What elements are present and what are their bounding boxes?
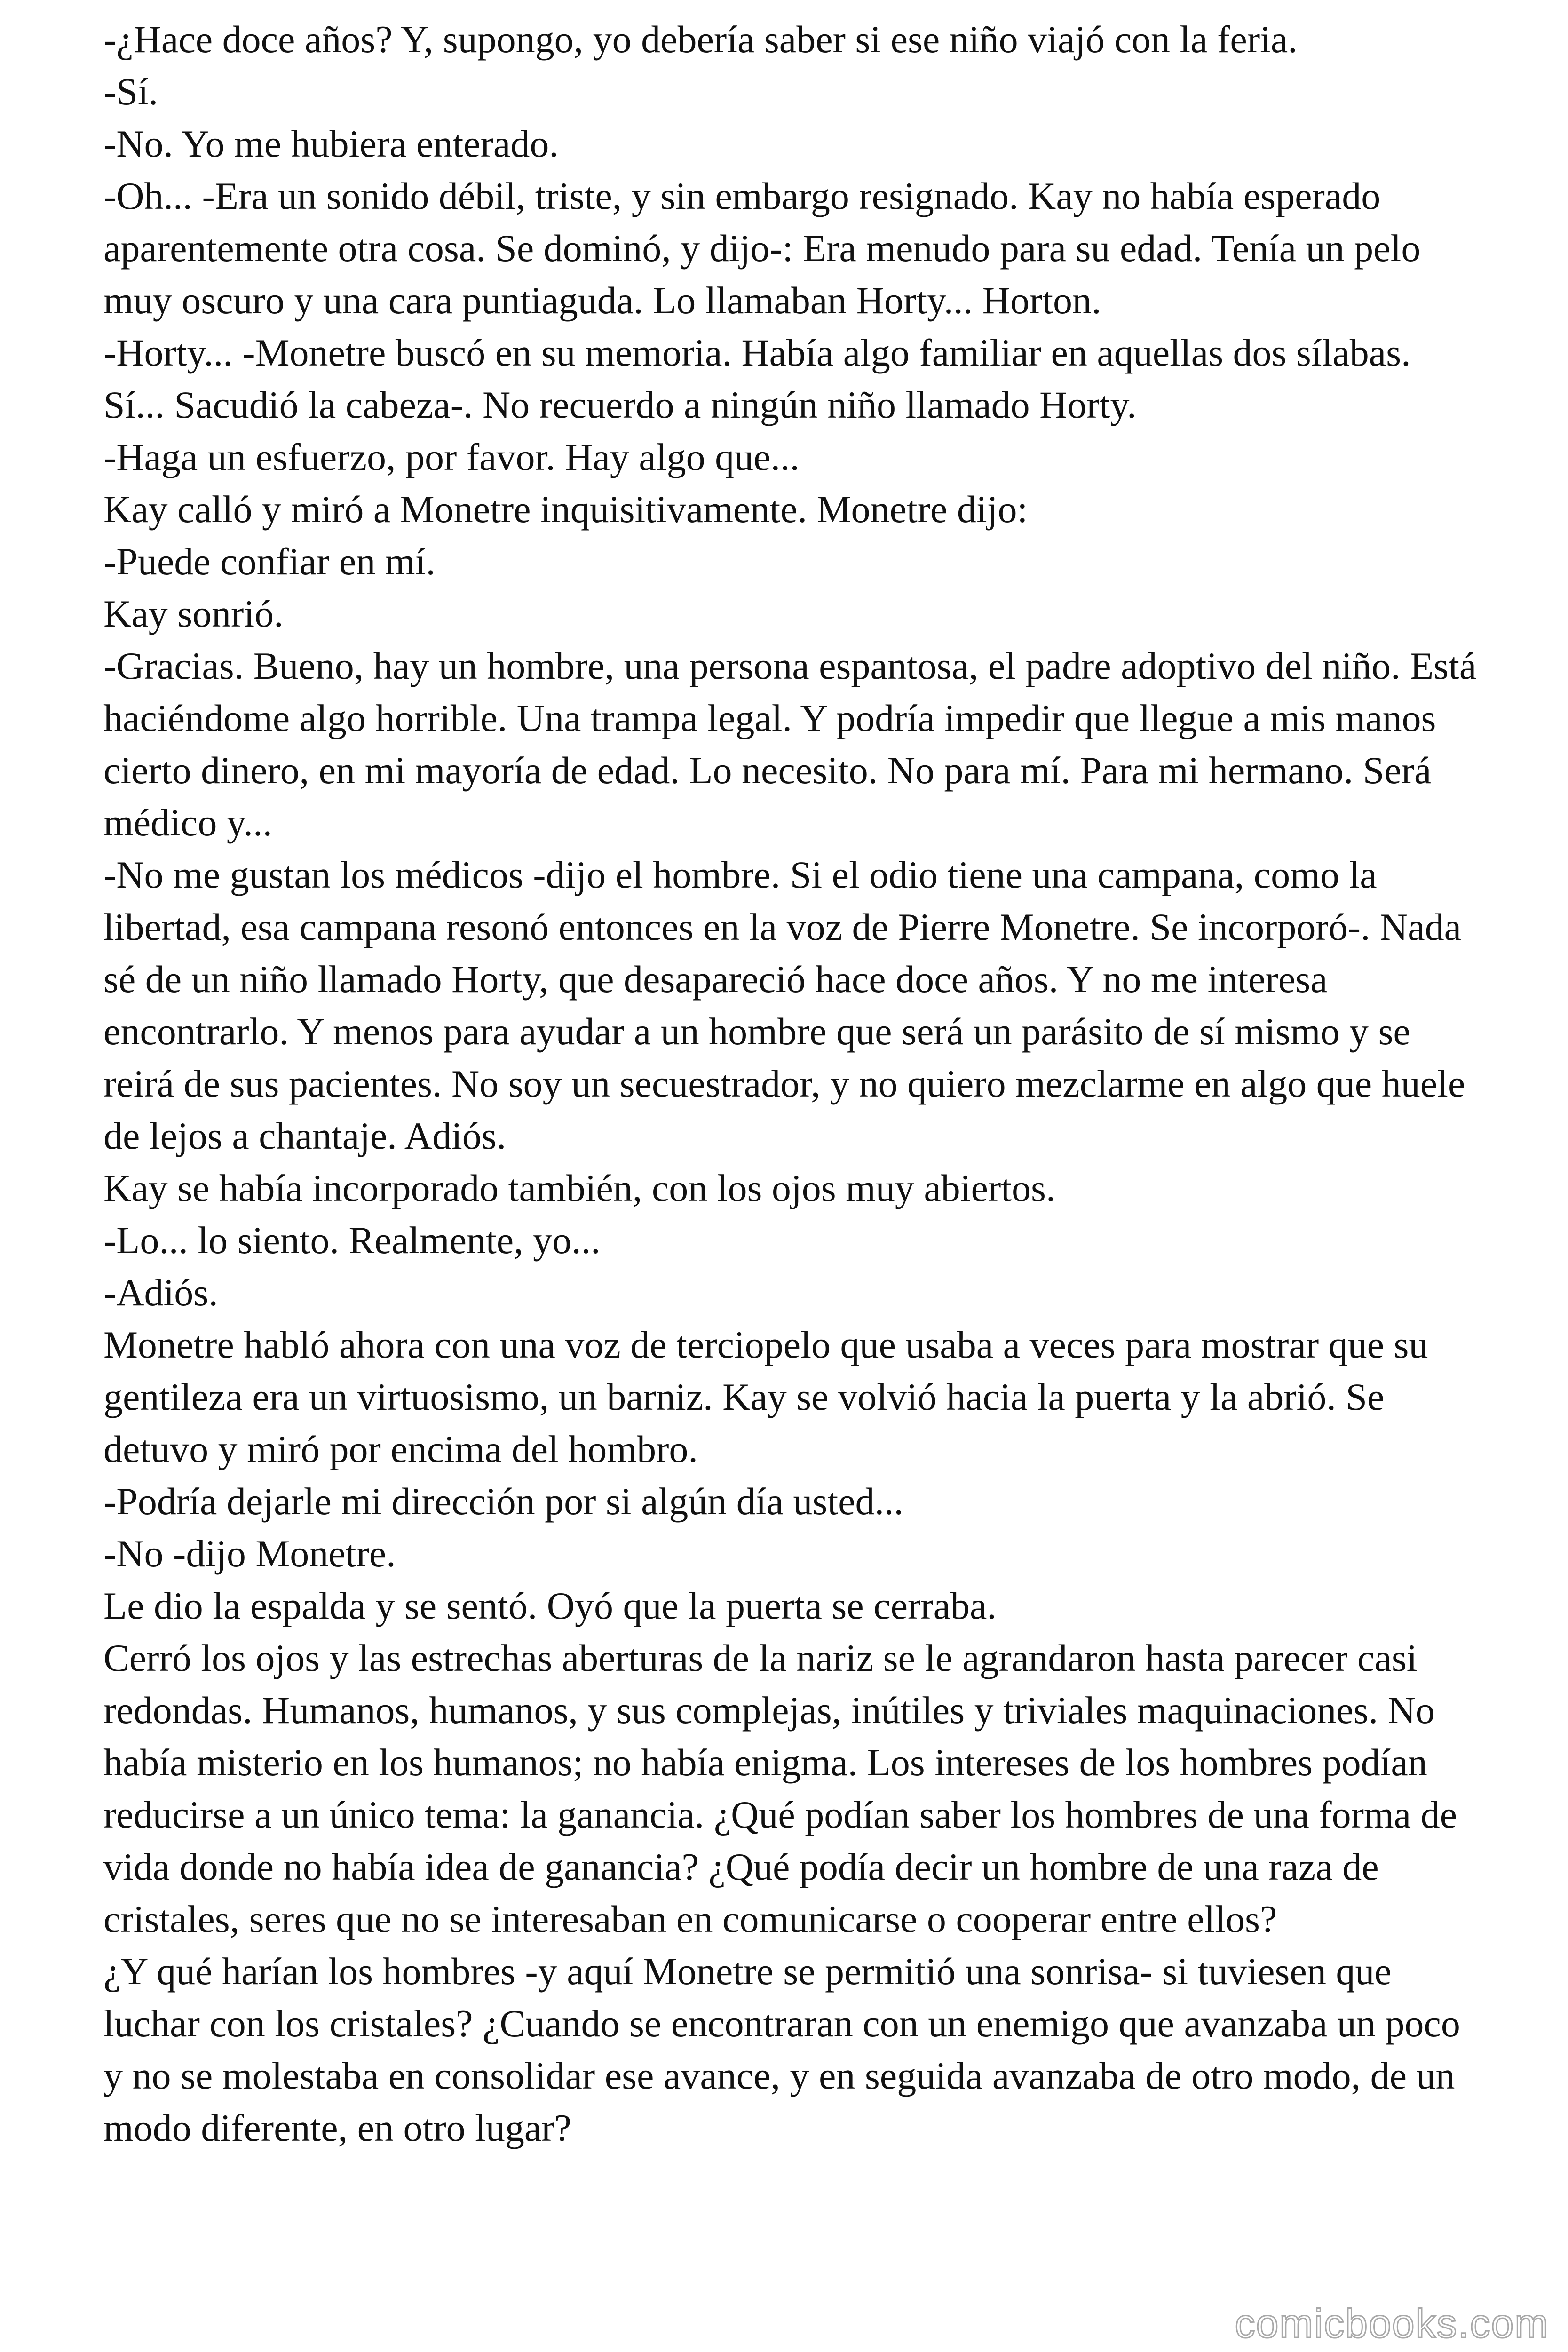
paragraph: Monetre habló ahora con una voz de terciopelo que usaba a veces para mostrar que su gentileza era un virtuosismo, un barniz. Kay se volvió hacia la puerta y la abrió. Se detuvo y miró por encima del hombro. — [103, 1323, 1428, 1470]
paragraph: Cerró los ojos y las estrechas aberturas de la nariz se le agrandaron hasta parecer casi redondas. Humanos, humanos, y sus complejas, inútiles y triviales maquinaciones. No había misterio en los humanos; no había enigma. Los intereses de los hombres podían reducirse a un único tema: la ganancia. ¿Qué podían saber los hombres de una forma de vida donde no había idea de ganancia? ¿Qué podía decir un hombre de una raza de cristales, seres que no se interesaban en comunicarse o cooperar entre ellos? — [103, 1637, 1457, 1940]
paragraph: -Lo... lo siento. Realmente, yo... — [103, 1219, 601, 1262]
paragraph: -Puede confiar en mí. — [103, 540, 436, 583]
paragraph: -Sí. — [103, 70, 158, 113]
paragraph: -Haga un esfuerzo, por favor. Hay algo que... — [103, 436, 800, 478]
paragraph: -Podría dejarle mi dirección por si algún día usted... — [103, 1480, 904, 1523]
paragraph: -Oh... -Era un sonido débil, triste, y sin embargo resignado. Kay no había esperado aparentemente otra cosa. Se dominó, y dijo-: Era menudo para su edad. Tenía un pelo muy oscuro y una cara puntiaguda. Lo llamaban Horty... Horton. — [103, 175, 1421, 322]
paragraph: -No me gustan los médicos -dijo el hombre. Si el odio tiene una campana, como la libertad, esa campana resonó entonces en la voz de Pierre Monetre. Se incorporó-. Nada sé de un niño llamado Horty, que desapareció hace doce años. Y no me interesa encontrarlo. Y menos para ayudar a un hombre que será un parásito de sí mismo y se reirá de sus pacientes. No soy un secuestrador, y no quiero mezclarme en algo que huele de lejos a chantaje. Adiós. — [103, 853, 1465, 1157]
paragraph: -No -dijo Monetre. — [103, 1532, 396, 1575]
body-text — [103, 13, 1477, 2154]
paragraph: Kay calló y miró a Monetre inquisitivamente. Monetre dijo: — [103, 488, 1028, 531]
paragraph: Le dio la espalda y se sentó. Oyó que la puerta se cerraba. — [103, 1584, 997, 1627]
paragraph: -¿Hace doce años? Y, supongo, yo debería saber si ese niño viajó con la feria. — [103, 18, 1298, 61]
paragraph: Kay sonrió. — [103, 592, 284, 635]
watermark-text: comicbooks.com — [1235, 2301, 1549, 2346]
paragraph: -No. Yo me hubiera enterado. — [103, 122, 559, 165]
paragraph: -Horty... -Monetre buscó en su memoria. Había algo familiar en aquellas dos sílabas. Sí... Sacudió la cabeza-. No recuerdo a ningún niño llamado Horty. — [103, 331, 1411, 426]
paragraph: -Adiós. — [103, 1271, 218, 1314]
paragraph: ¿Y qué harían los hombres -y aquí Monetre se permitió una sonrisa- si tuviesen que luchar con los cristales? ¿Cuando se encontraran con un enemigo que avanzaba un poco y no se molestaba en consolidar ese avance, y en seguida avanzaba de otro modo, de un modo diferente, en otro lugar? — [103, 1950, 1460, 2149]
paragraph: Kay se había incorporado también, con los ojos muy abiertos. — [103, 1167, 1056, 1209]
paragraph: -Gracias. Bueno, hay un hombre, una persona espantosa, el padre adoptivo del niño. Está haciéndome algo horrible. Una trampa legal. Y podría impedir que llegue a mis manos cierto dinero, en mi mayoría de edad. Lo necesito. No para mí. Para mi hermano. Será médico y... — [103, 644, 1477, 844]
